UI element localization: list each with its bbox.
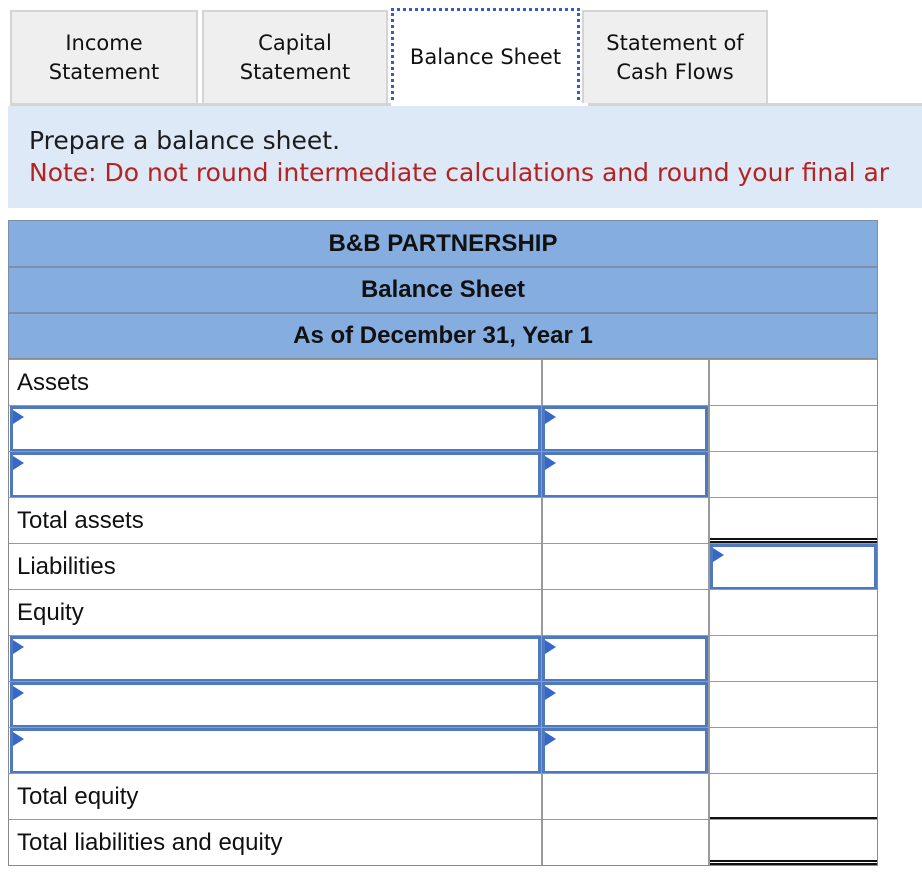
balance-sheet-grid	[8, 358, 878, 866]
tab-label-line1: Statement of	[606, 31, 744, 55]
tab-balance-sheet[interactable]	[391, 8, 580, 106]
equity-2-amount-input[interactable]	[542, 682, 708, 728]
row-asset-1	[9, 405, 877, 451]
tab-label-line1: Income	[65, 31, 143, 55]
statement-date-header: As of December 31, Year 1	[8, 313, 878, 359]
tab-label-line1: Balance Sheet	[409, 44, 562, 69]
tab-cash-flows[interactable]	[582, 10, 768, 104]
row-equity-heading	[9, 589, 877, 635]
row-total-equity	[9, 773, 877, 819]
tab-income-statement[interactable]	[10, 10, 198, 104]
tab-focus-ring	[391, 8, 580, 106]
row-equity-1	[9, 635, 877, 681]
tab-label-line2: Statement	[239, 60, 351, 84]
asset-2-amount-input[interactable]	[542, 452, 708, 498]
total-liabilities-equity-double-rule	[710, 860, 877, 865]
assets-label: Assets	[17, 369, 90, 396]
equity-label: Equity	[17, 599, 84, 626]
equity-3-name-input[interactable]	[10, 728, 541, 774]
row-total-assets	[9, 497, 877, 543]
tab-label-line2: Statement	[48, 60, 160, 84]
tab-capital-statement[interactable]	[202, 10, 388, 104]
row-equity-2	[9, 681, 877, 727]
asset-2-name-input[interactable]	[10, 452, 541, 498]
total-equity-label: Total equity	[17, 783, 139, 810]
total-assets-label: Total assets	[17, 507, 144, 534]
instruction-banner	[8, 106, 922, 208]
liabilities-label: Liabilities	[17, 553, 116, 580]
equity-2-name-input[interactable]	[10, 682, 541, 728]
asset-1-amount-input[interactable]	[542, 406, 708, 452]
row-assets-heading	[9, 359, 877, 405]
row-asset-2	[9, 451, 877, 497]
company-name-header: B&B PARTNERSHIP	[8, 220, 878, 267]
tab-label-line2: Cash Flows	[616, 60, 734, 84]
row-liabilities	[9, 543, 877, 589]
statement-title-header: Balance Sheet	[8, 267, 878, 313]
liabilities-amount-input[interactable]	[710, 544, 877, 590]
row-total-liabilities-equity	[9, 819, 877, 865]
row-equity-3	[9, 727, 877, 773]
instruction-prompt: Prepare a balance sheet.	[29, 126, 341, 155]
total-liabilities-equity-label: Total liabilities and equity	[17, 829, 283, 856]
equity-1-name-input[interactable]	[10, 636, 541, 682]
asset-1-name-input[interactable]	[10, 406, 541, 452]
equity-1-amount-input[interactable]	[542, 636, 708, 682]
equity-3-amount-input[interactable]	[542, 728, 708, 774]
tab-label-line1: Capital	[258, 31, 332, 55]
instruction-note: Note: Do not round intermediate calculations and round your final ar	[29, 158, 890, 187]
